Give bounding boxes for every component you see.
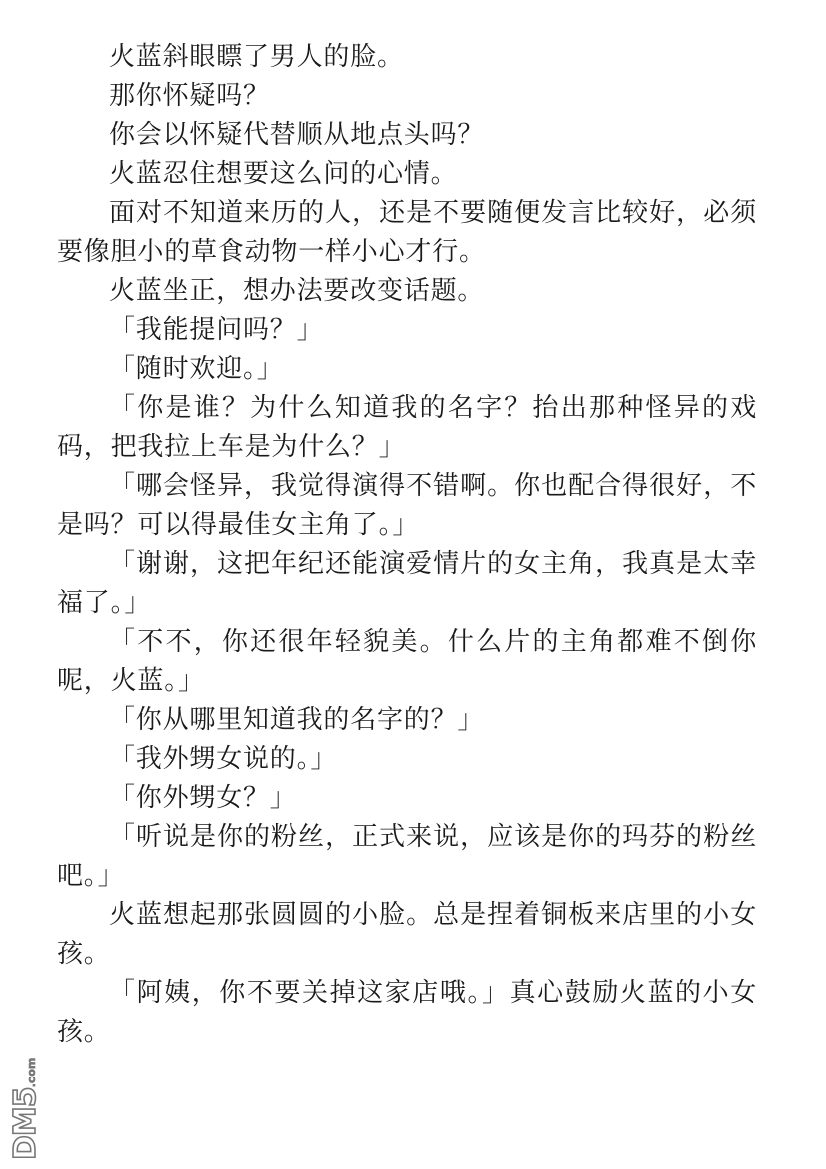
watermark-logo-text: DM5 — [8, 1087, 43, 1160]
watermark-suffix: .com — [25, 1057, 38, 1088]
dialogue-line: 「随时欢迎。」 — [109, 354, 284, 384]
paragraph: 那你怀疑吗？ — [109, 81, 270, 111]
paragraph: 火蓝斜眼瞟了男人的脸。 — [109, 42, 404, 72]
document-page — [57, 38, 757, 1052]
dialogue-line: 「我能提问吗？」 — [109, 315, 324, 345]
dialogue-line: 「我外甥女说的。」 — [109, 744, 338, 774]
dialogue-line: 「你从哪里知道我的名字的？」 — [109, 705, 485, 735]
dialogue-line: 「阿姨，你不要关掉这家店哦。」真心鼓励火蓝的小女孩。 — [57, 978, 757, 1047]
dialogue-line: 「哪会怪异，我觉得演得不错啊。你也配合得很好，不是吗？可以得最佳女主角了。」 — [57, 471, 757, 540]
watermark-text — [6, 1052, 46, 1160]
dialogue-line: 「不不，你还很年轻貌美。什么片的主角都难不倒你呢，火蓝。」 — [57, 627, 757, 696]
paragraph: 你会以怀疑代替顺从地点头吗？ — [109, 120, 485, 150]
paragraph: 火蓝坐正，想办法要改变话题。 — [109, 276, 485, 306]
paragraph: 火蓝想起那张圆圆的小脸。总是捏着铜板来店里的小女孩。 — [57, 900, 757, 969]
paragraph: 面对不知道来历的人，还是不要随便发言比较好，必须要像胆小的草食动物一样小心才行。 — [57, 198, 757, 267]
dialogue-line: 「你是谁？为什么知道我的名字？抬出那种怪异的戏码，把我拉上车是为什么？」 — [57, 393, 757, 462]
dialogue-line: 「你外甥女？」 — [109, 783, 297, 813]
dm5-watermark-logo — [6, 1052, 46, 1160]
paragraph: 火蓝忍住想要这么问的心情。 — [109, 159, 458, 189]
dialogue-line: 「谢谢，这把年纪还能演爱情片的女主角，我真是太幸福了。」 — [57, 549, 757, 618]
dialogue-line: 「听说是你的粉丝，正式来说，应该是你的玛芬的粉丝吧。」 — [57, 822, 757, 891]
